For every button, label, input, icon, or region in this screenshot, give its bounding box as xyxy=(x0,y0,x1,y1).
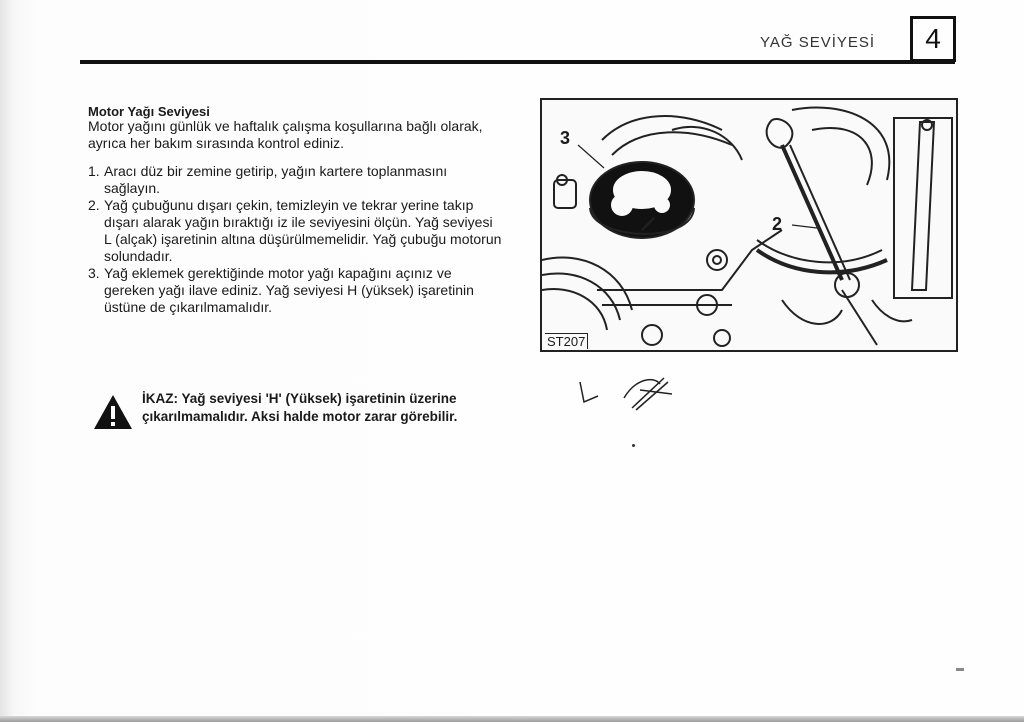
figure-code: ST207 xyxy=(545,333,588,349)
step-number: 1. xyxy=(88,163,100,179)
handwritten-mark xyxy=(576,368,686,418)
list-item xyxy=(88,163,503,197)
step-number: 3. xyxy=(88,265,100,281)
header-rule xyxy=(80,60,955,64)
intro-paragraph: Motor yağını günlük ve haftalık çalışma koşullarına bağlı olarak, ayrıca her bakım sırasında kontrol ediniz. xyxy=(88,118,483,151)
callout-2: 2 xyxy=(772,214,783,234)
chapter-number-box: 4 xyxy=(910,16,956,62)
warning-text: İKAZ: Yağ seviyesi 'H' (Yüksek) işaretinin üzerine çıkarılmamalıdır. Aksi halde motor zarar görebilir. xyxy=(142,391,458,424)
step-text: Yağ eklemek gerektiğinde motor yağı kapağını açınız ve gereken yağı ilave ediniz. Yağ seviyesi H (yüksek) işaretinin üstüne de çıkarılmamalıdır. xyxy=(104,265,474,315)
list-item xyxy=(88,265,503,316)
page-mark xyxy=(956,668,964,671)
step-number: 2. xyxy=(88,197,100,213)
step-text: Aracı düz bir zemine getirip, yağın kartere toplanmasını sağlayın. xyxy=(104,163,448,196)
engine-illustration xyxy=(540,98,958,352)
warning-icon xyxy=(92,393,134,431)
stray-dot xyxy=(632,444,635,447)
callout-3: 3 xyxy=(560,128,571,148)
step-text: Yağ çubuğunu dışarı çekin, temizleyin ve tekrar yerine takıp dışarı alarak yağın bıraktığı iz ile seviyesini ölçün. Yağ seviyesi L (alçak) işaretinin altına düşürülmemelidir. Yağ çubuğu motorun solundadır. xyxy=(104,197,502,264)
header-section-title: YAĞ SEVİYESİ xyxy=(760,34,876,51)
engine-drawing xyxy=(542,100,956,350)
page-bottom-shadow xyxy=(0,716,1024,722)
section-title: Motor Yağı Seviyesi xyxy=(88,104,210,119)
steps-list xyxy=(88,163,503,316)
list-item xyxy=(88,197,503,265)
